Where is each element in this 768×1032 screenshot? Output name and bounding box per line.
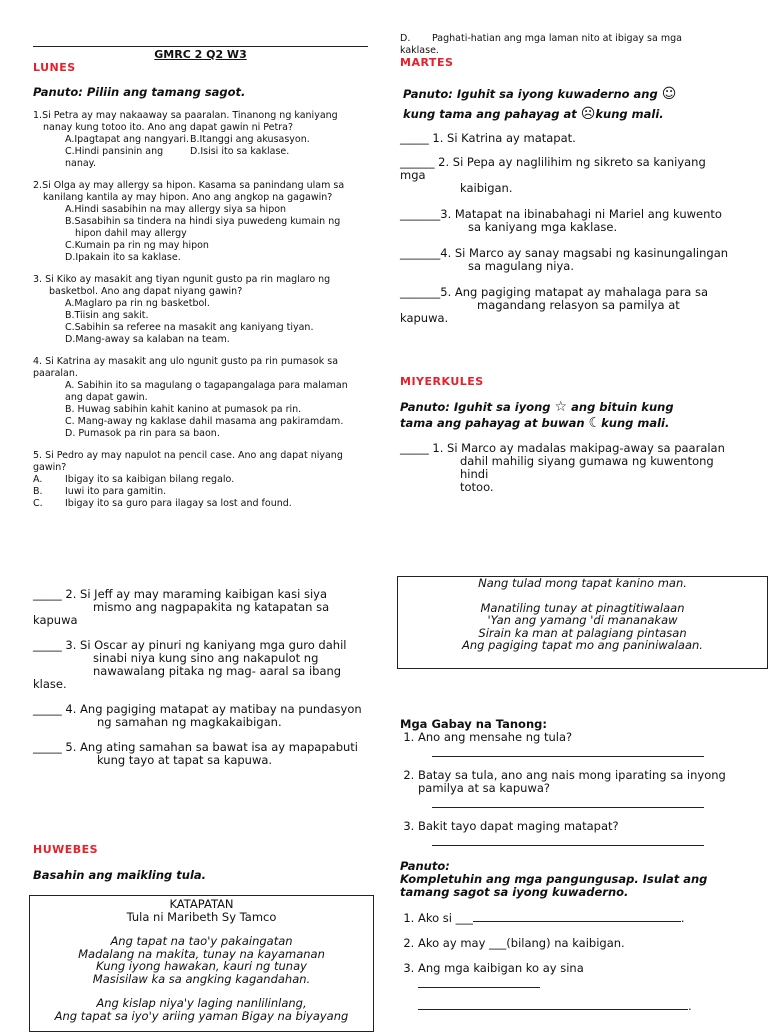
question-5: 5. Si Pedro ay may napulot na pencil case. Ano ang dapat niyang gawin? A. Ibigay ito sa kaibigan bilang regalo. B. Iuwi ito para gamitin. C. Ibigay ito sa guro para ilagay sa lost and found. [33, 450, 343, 509]
poem-line: 'Yan ang yamang 'di mananakaw [487, 613, 678, 627]
poem-box-2 [397, 576, 768, 669]
gabay-questions [400, 731, 730, 858]
miyerkules-item-5: _____ 5. Ang ating samahan sa bawat isa ay mapapabuti kung tayo at tapat sa kapuwa. [33, 740, 358, 767]
lunes-instruction: Panuto: Piliin ang tamang sagot. [33, 85, 246, 99]
martes-instruction: Panuto: Iguhit sa iyong kuwaderno ang ☺ kung tama ang pahayag at ☹kung mali. [403, 86, 677, 122]
kompleto-items [400, 910, 730, 1025]
kompleto-item-2: 2. Ako ay may ___(bilang) na kaibigan. [418, 937, 730, 950]
gabay-question-1: 1. Ano ang mensahe ng tula? [418, 731, 730, 757]
poem-author: Tula ni Maribeth Sy Tamco [126, 909, 277, 924]
martes-item-4: _______4. Si Marco ay sanay magsabi ng kasinungalingan sa magulang niya. [400, 246, 729, 273]
answer-blank[interactable] [473, 910, 681, 922]
gabay-title: Mga Gabay na Tanong: [400, 717, 547, 731]
answer-line[interactable] [432, 795, 704, 808]
question-3: 3. Si Kiko ay masakit ang tiyan ngunit gusto pa rin maglaro ng basketbol. Ano ang dapat niyang gawin? A.Maglaro pa rin ng basketbol. B.Tiisin ang sakit. C.Sabihin sa referee na masakit ang kaniyang tiyan. D.Mang-away sa kalaban na team. [33, 274, 331, 345]
poem-box-1 [29, 895, 374, 1032]
title-rule [33, 46, 368, 47]
martes-item-2: ______ 2. Si Pepa ay naglilihim ng sikreto sa kaniyang mga kaibigan. [400, 155, 706, 195]
day-lunes: LUNES [33, 61, 76, 74]
answer-line[interactable] [418, 997, 688, 1010]
moon-icon: ☾ [588, 415, 602, 431]
miyerkules-instruction: Panuto: Iguhit sa iyong ☆ ang bituin kung tama ang pahayag at buwan ☾kung mali. [400, 399, 674, 431]
star-icon: ☆ [554, 399, 568, 415]
kompleto-instruction: Panuto: Kompletuhin ang mga pangungusap. Isulat ang tamang sagot sa iyong kuwaderno. [400, 859, 708, 899]
poem-line: Madalang na makita, tunay na kayamanan [78, 946, 325, 961]
lunes-questions [33, 110, 373, 510]
poem-line: Nang tulad mong tapat kanino man. [478, 576, 687, 590]
poem-line: Sirain ka man at palagiang pintasan [478, 625, 687, 640]
poem-line: Manatiling tunay at pinagtitiwalaan [480, 600, 685, 615]
miyerkules-items-2-5 [33, 588, 373, 767]
miyerkules-item-3: _____ 3. Si Oscar ay pinuri ng kaniyang mga guro dahil sinabi niya kung sino ang nakapulot ng nawawalang pitaka ng mag- aaral sa ibang klase. [33, 638, 347, 691]
miyerkules-item-2: _____ 2. Si Jeff ay may maraming kaibigan kasi siya mismo ang nagpapakita ng katapatan sa kapuwa [33, 587, 330, 627]
lunes-q5-option-d: D. Paghati-hatian ang mga laman nito at ibigay sa mga kaklase. [400, 33, 682, 56]
miyerkules-item-4: _____ 4. Ang pagiging matapat ay matibay na pundasyon ng samahan ng magkakaibigan. [33, 702, 362, 729]
martes-item-3: _______3. Matapat na ibinabahagi ni Mariel ang kuwento sa kaniyang mga kaklase. [400, 207, 722, 234]
smile-icon: ☺ [661, 86, 677, 102]
kompleto-item-3: 3. Ang mga kaibigan ko ay sina . [418, 962, 730, 1013]
poem-line: Ang tapat sa iyo'y ariing yaman Bigay na biyayang [54, 1008, 349, 1023]
poem-line: Ang pagiging tapat mo ang paniniwalaan. [462, 638, 703, 652]
day-miyerkules: MIYERKULES [400, 375, 484, 388]
sad-face-icon: ☹ [580, 106, 596, 122]
poem-title: KATAPATAN [169, 897, 234, 911]
poem-line: Ang kislap niya'y laging nanlilinlang, [96, 996, 307, 1010]
martes-item-1: _____ 1. Si Katrina ay matapat. [400, 131, 576, 145]
answer-line[interactable] [432, 744, 704, 757]
poem-line: Masisilaw ka sa angking kagandahan. [92, 971, 311, 986]
poem-line: Ang tapat na tao'y pakaingatan [110, 934, 293, 948]
day-huwebes: HUWEBES [33, 843, 99, 856]
page-title: GMRC 2 Q2 W3 [154, 48, 247, 61]
miyerkules-item-1: _____ 1. Si Marco ay madalas makipag-away sa paaralan dahil mahilig siyang gumawa ng kuwentong hindi totoo. [400, 441, 725, 494]
answer-line[interactable] [432, 833, 704, 846]
gabay-question-2: 2. Batay sa tula, ano ang nais mong iparating sa inyong pamilya at sa kapuwa? [418, 769, 730, 808]
answer-line[interactable] [418, 975, 540, 988]
question-2: 2.Si Olga ay may allergy sa hipon. Kasama sa panindang ulam sa kanilang kantila ay may hipon. Ano ang angkop na gagawin? A.Hindi sasabihin na may allergy siya sa hipon B.Sasabihin sa tindera na hindi siya puwedeng kumain ng hipon dahil may allergy C.Kumain pa rin ng may hipon D.Ipakain ito sa kaklase. [33, 180, 345, 263]
martes-item-5: _______5. Ang pagiging matapat ay mahalaga para sa magandang relasyon sa pamilya at kapuwa. [400, 285, 709, 325]
gabay-question-3: 3. Bakit tayo dapat maging matapat? [418, 820, 730, 846]
day-martes: MARTES [400, 56, 454, 69]
question-4: 4. Si Katrina ay masakit ang ulo ngunit gusto pa rin pumasok sa paaralan. A. Sabihin ito sa magulang o tagapangalaga para malaman ang dapat gawin. B. Huwag sabihin kahit kanino at pumasok pa rin. C. Mang-away ng kaklase dahil masama ang pakiramdam. D. Pumasok pa rin para sa baon. [33, 356, 348, 439]
martes-items [400, 132, 730, 325]
kompleto-item-1: 1. Ako si ___ . [418, 910, 730, 925]
huwebes-instruction: Basahin ang maikling tula. [33, 868, 207, 882]
poem-line: Kung iyong hawakan, kauri ng tunay [96, 959, 307, 973]
question-1: 1.Si Petra ay may nakaaway sa paaralan. Tinanong ng kaniyang nanay kung totoo ito. Ano ang dapat gawin ni Petra? A.Ipagtapat ang nangyari. B.Itanggi ang akusasyon. C.Hindi pansinin ang nanay. D.Isisi ito sa kaklase. [33, 110, 338, 169]
